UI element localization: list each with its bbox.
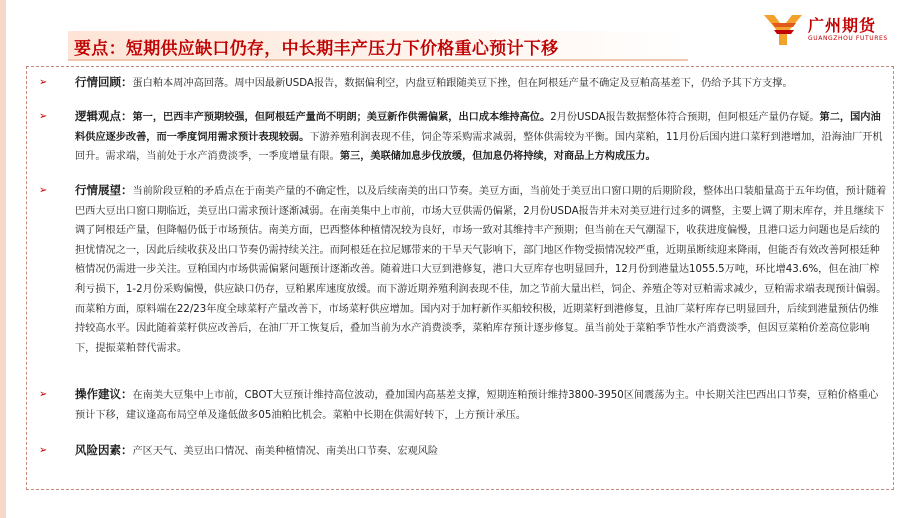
arrow-bullet-icon: ➢ xyxy=(39,389,48,400)
section-text: 当前阶段豆粕的矛盾点在于南美产量的不确定性，以及后续南美的出口节奏。美豆方面，当前处于美豆出口窗口期的后期阶段，整体出口装船量高于五年均值，预计随着巴西大豆出口窗口期临近，美豆出口需求预计逐渐减弱。在南美集中上市前，市场大豆供需仍偏紧，2月份USDA报告并未对美豆进行过多的调整，主要上调了期末库存，并且继续下调了阿根廷产量，但降幅仍低于市场预估。南美方面，巴西整体种植情况较为良好，市场一致对其维持丰产预期；但当前在天气潮湿下，收获进度偏慢，且港口运力问题也是后续的担忧情况之一，因此后续收获及出口节奏仍需持续关注。而阿根廷在拉尼娜带来的干旱天气影响下，部门地区作物受损情况较严重，近期虽断续迎来降雨，但能否有效改善阿根廷种植情况仍需进一步关注。豆粕国内市场供需偏紧问题预计逐渐改善。随着进口大豆到港修复，港口大豆库存也明显回升，12月份到港量达1055.5万吨，环比增43.6%，但在油厂榨利亏损下，1-2月份采购偏慢，供应缺口仍存，豆粕累库速度放缓。而下游近期养殖利润表现不佳，加之节前大量出栏，饲企、养殖企等对豆粕需求减少，豆粕需求端表现预计偏弱。而菜粕方面，原料端在22/23年度全球菜籽产量改善下，市场菜籽供应增加。国内对于加籽新作买船较积极，近期菜籽到港修复，且油厂菜籽库存已明显回升，后续到港量预估仍维持较高水平。因此随着菜籽供应改善后，在油厂开工恢复后，叠加当前为水产消费淡季，菜粕库存预计逐步修复。虽当前处于菜粕季节性水产消费淡季，但因豆菜粕价差高位影响下，提振菜粕替代需求。 xyxy=(75,186,887,354)
arrow-bullet-icon: ➢ xyxy=(39,77,48,88)
section-text: 在南美大豆集中上市前，CBOT大豆预计维持高位波动，叠加国内高基差支撑，短期连粕预计维持3800-3950区间震荡为主。中长期关注巴西出口节奏，豆粕价格重心预计下移，建议逢高布局空单及逢低做多05油粕比机会。菜粕中长期在供需好转下，上方预计承压。 xyxy=(75,390,879,421)
title-text: 短期供应缺口仍存，中长期丰产压力下价格重心预计下移 xyxy=(125,38,559,59)
logic-point-3: 第三，美联储加息步伐放缓，但加息仍将持续，对商品上方构成压力。 xyxy=(339,151,656,163)
section-advice xyxy=(39,385,887,425)
logo-mark-icon xyxy=(762,13,804,47)
arrow-bullet-icon: ➢ xyxy=(39,185,48,196)
page-title xyxy=(74,33,558,59)
logic-text-1: 2月份USDA报告数据整体符合预期，但阿根廷产量仍存疑。 xyxy=(550,112,820,123)
section-outlook xyxy=(39,181,887,358)
section-review xyxy=(39,73,887,94)
left-accent-strip xyxy=(0,0,6,518)
section-label: 行情回顾： xyxy=(75,75,133,89)
logic-text-2: 下游养殖利润表现不佳，饲企等采购需求减弱，整体供需较为平衡。国内菜粕，11月份后国内进口菜籽到港增加，沿海油厂开机回升。需求端，当前处于水产消费淡季，一季度增量有限。 xyxy=(75,131,883,163)
logic-point-1: 第一，巴西丰产预期较强，但阿根廷产量尚不明朗；美豆新作供需偏紧，出口成本维持高位。 xyxy=(132,112,551,123)
logic-point-2: 第二，国内油料供应逐步改善，而一季度饲用需求预计表现较弱。 xyxy=(75,112,881,143)
section-label: 行情展望： xyxy=(75,183,133,197)
page-header xyxy=(0,0,920,62)
arrow-bullet-icon: ➢ xyxy=(39,111,48,122)
section-logic xyxy=(39,107,887,167)
section-label: 风险因素： xyxy=(75,443,133,457)
content-box xyxy=(26,66,894,490)
arrow-bullet-icon: ➢ xyxy=(39,445,48,456)
section-text: 蛋白粕本周冲高回落。周中因最新USDA报告，数据偏利空，内盘豆粕跟随美豆下挫，但在阿根廷产量不确定及豆粕高基差下，仍给予其下方支撑。 xyxy=(132,78,793,89)
section-label: 操作建议： xyxy=(75,387,133,401)
logo-name-en: GUANGZHOU FUTURES xyxy=(808,35,888,42)
section-risk xyxy=(39,441,887,462)
title-key: 要点： xyxy=(74,38,126,59)
logo-name-cn: 广州期货 xyxy=(808,16,877,35)
section-label: 逻辑观点： xyxy=(75,109,133,123)
company-logo xyxy=(762,12,898,48)
section-text: 产区天气、美豆出口情况、南美种植情况、南美出口节奏、宏观风险 xyxy=(132,446,439,457)
